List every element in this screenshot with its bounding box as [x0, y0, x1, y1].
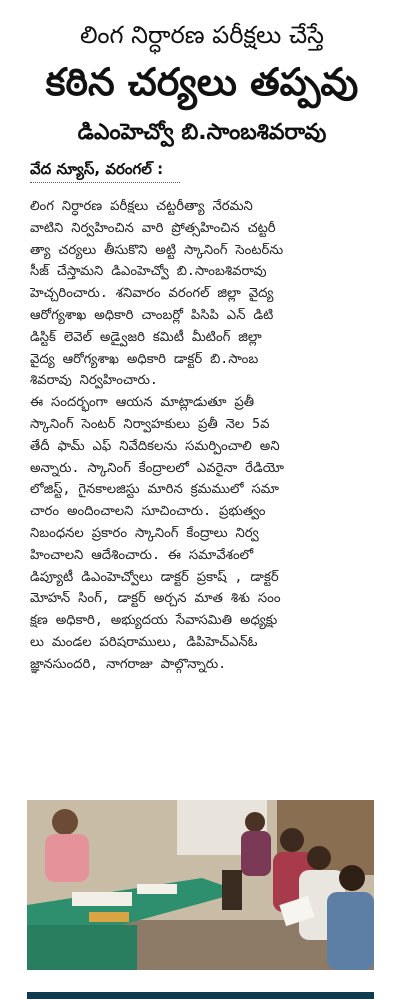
body-line: లింగ నిర్ధారణ పరీక్షలు చట్టరీత్యా నేరమని: [30, 199, 253, 214]
photo-papers: [72, 892, 132, 906]
body-line: శివరావు నిర్వహించారు.: [30, 373, 158, 389]
headline-line-2: కఠిన చర్యలు తప్పవు: [45, 60, 359, 104]
body-line: ఈ సందర్భంగా ఆయన మాట్లాడుతూ ప్రతీ: [30, 395, 255, 411]
body-line: తేదీ ఫామ్ ఎఫ్ నివేదికలను సమర్పించాలి అని: [30, 438, 280, 454]
headline-line-1: లింగ నిర్ధారణ పరీక్షలు చేస్తే: [79, 21, 325, 49]
body-line: లు మండల పరిషరాములు, డిపిహెచ్ఎన్ఓ: [30, 634, 258, 650]
photo-person-2-head: [245, 812, 265, 832]
photo-chair: [222, 870, 242, 910]
photo-person-4-head: [307, 846, 331, 870]
photo-person-2-body: [241, 831, 271, 876]
meeting-photo: [27, 800, 374, 970]
photo-person-1-head: [52, 809, 78, 835]
dateline: వేద న్యూస్, వరంగల్ :: [30, 160, 164, 178]
body-line: జ్ఞానసుందరి, నాగరాజు పాల్గొన్నారు.: [30, 656, 227, 672]
photo-person-5-head: [339, 865, 365, 891]
body-line: లోజిస్ట్, గైనకాలజిస్టు మారిన క్రమములో సమా: [30, 482, 279, 498]
dateline-underline: [30, 182, 180, 183]
body-line: డిస్టిక్ లెవెల్ అడ్వైజరి కమిటీ మీటింగ్ జిల్లా: [30, 329, 262, 345]
photo-papers-2: [137, 884, 177, 894]
byline-name: డిఎంహెచ్వో బి.సాంబశివరావు: [77, 120, 327, 145]
body-line: హెచ్చరించారు. శనివారం వరంగల్ జిల్లా వైద్య: [30, 286, 274, 302]
body-line: స్కానింగ్ సెంటర్ నిర్వాహకులు ప్రతీ నెల 5వ: [30, 416, 270, 432]
photo-person-5-body: [327, 892, 374, 970]
body-line: వైద్య ఆరోగ్యశాఖ అధికారి డాక్టర్ బి.సాంబ: [30, 351, 259, 367]
body-line: త్యా చర్యలు తీసుకొని అట్టి స్కానింగ్ సెంటర్‌ను: [30, 242, 284, 258]
body-line: డిప్యూటీ డిఎంహెచ్వోలు డాక్టర్ ప్రకాష్ , డాక్టర్: [30, 569, 279, 585]
article-body: [30, 196, 374, 676]
body-line: హించాలని ఆదేశించారు. ఈ సమావేశంలో: [30, 547, 254, 563]
photo-table-front: [27, 925, 137, 970]
body-line: అన్నారు. స్కానింగ్ కేంద్రాలలో ఎవరైనా రేడియో: [30, 460, 284, 476]
body-line: సీజ్ చేస్తామని డిఎంహెచ్వో బి.సాంబశివరావు: [30, 264, 267, 280]
body-line: క్షణ అధికారి, అభ్యుదయ సేవాసమితి అధ్యక్షు: [30, 613, 278, 629]
photo-person-1-body: [45, 834, 89, 882]
body-line: నిబంధనల ప్రకారం స్కానింగ్ కేంద్రాలు నిర్వ: [30, 525, 259, 541]
photo-folder: [89, 912, 129, 922]
body-line: చారం అందించాలని సూచించారు. ప్రభుత్వం: [30, 504, 266, 520]
bottom-accent-bar: [27, 992, 374, 999]
photo-person-3-head: [280, 828, 304, 852]
body-line: మోహన్ సింగ్, డాక్టర్ అర్చన మాత శిశు సంం: [30, 591, 281, 607]
body-line: వాటిని నిర్వహించిన వారి ప్రోత్సహించిన చట్టరీ: [30, 220, 276, 236]
body-line: ఆరోగ్యశాఖ అధికారి చాంబర్లో పిసిపి ఎన్ డిటి: [30, 307, 274, 323]
